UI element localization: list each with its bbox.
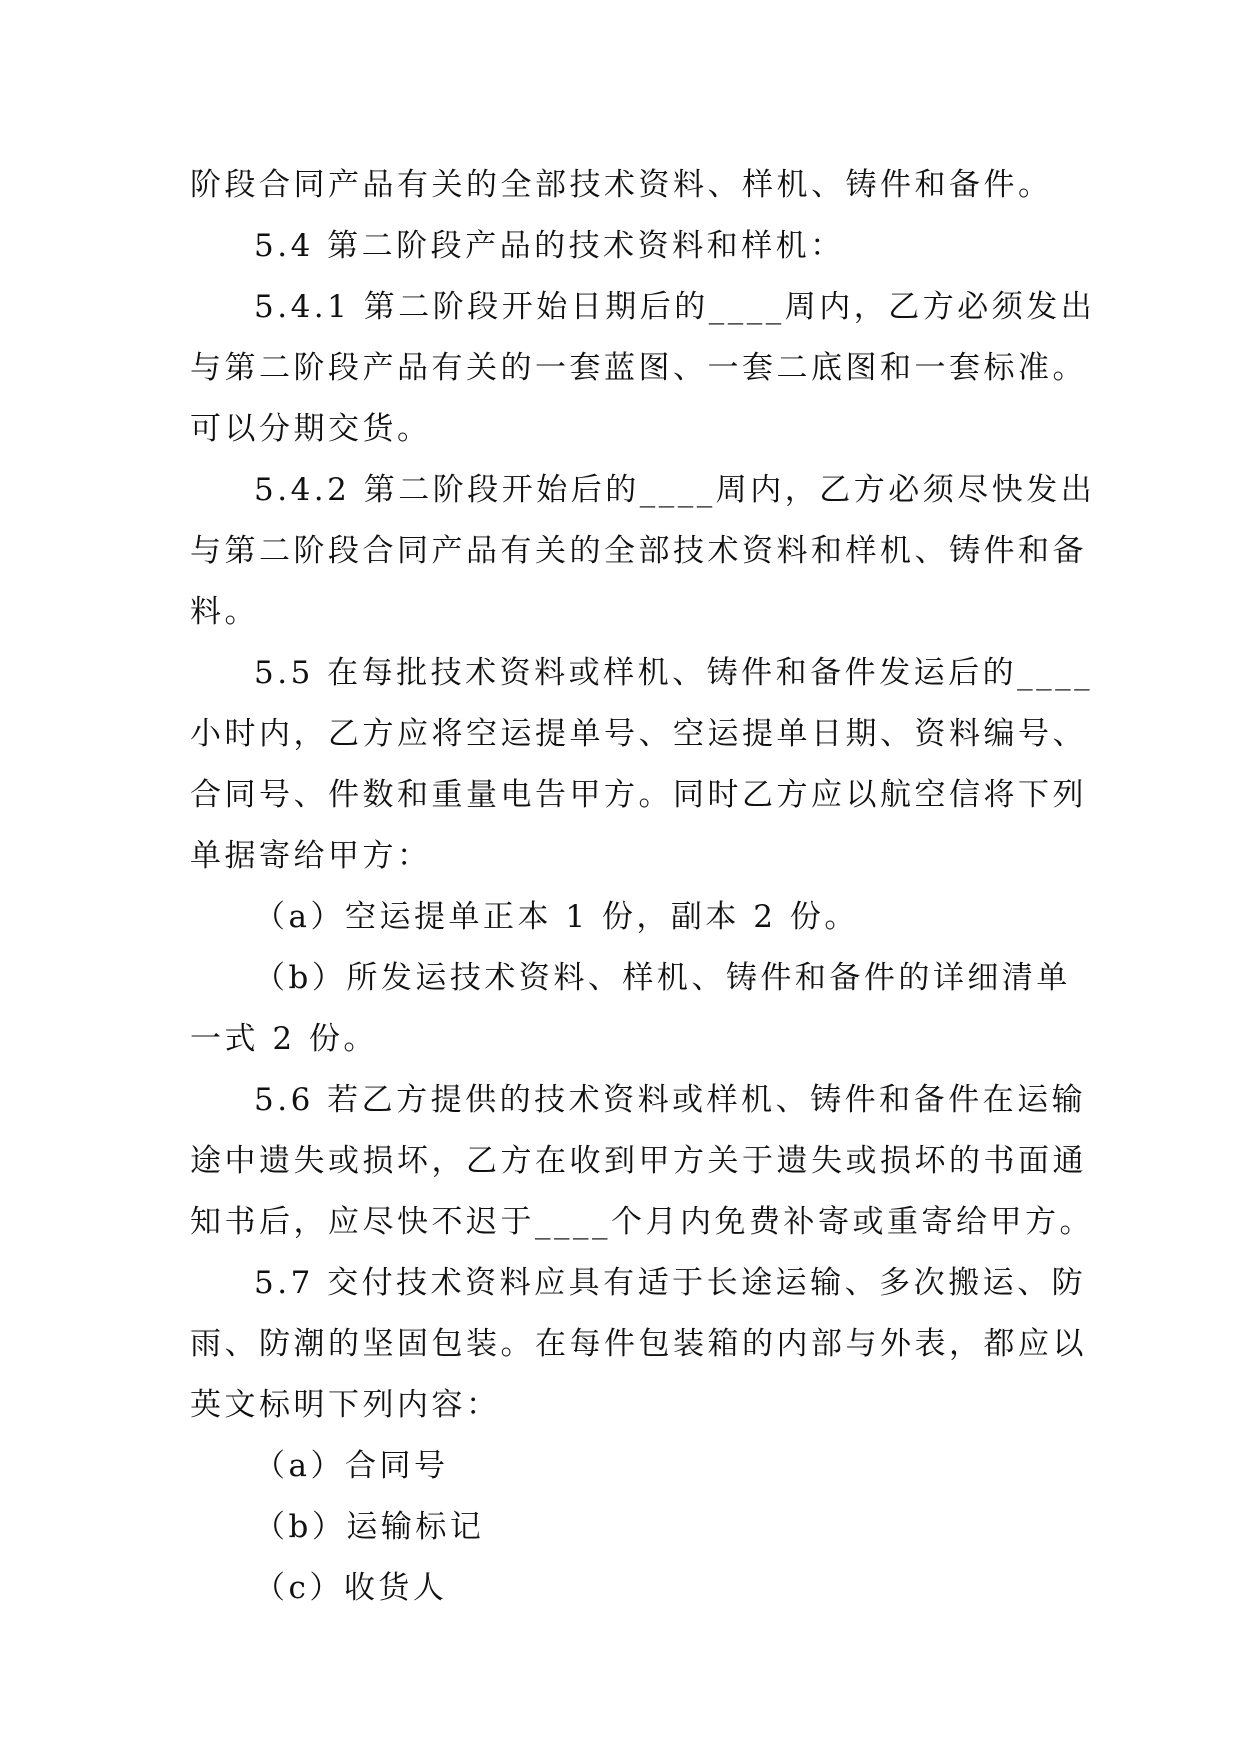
text-line: 5.4.2 第二阶段开始后的____周内，乙方必须尽快发出	[254, 472, 1096, 508]
text-line: 与第二阶段合同产品有关的全部技术资料和样机、铸件和备	[190, 533, 1087, 569]
text-line: 可以分期交货。	[190, 411, 432, 447]
text-line: （b）所发运技术资料、样机、铸件和备件的详细清单	[254, 960, 1071, 996]
text-line: （a）空运提单正本 1 份，副本 2 份。	[254, 899, 859, 935]
text-line: 合同号、件数和重量电告甲方。同时乙方应以航空信将下列	[190, 777, 1087, 813]
text-line: 阶段合同产品有关的全部技术资料、样机、铸件和备件。	[190, 167, 1053, 203]
text-line: 知书后，应尽快不迟于____个月内免费补寄或重寄给甲方。	[190, 1204, 1094, 1240]
text-line: 英文标明下列内容：	[190, 1387, 501, 1423]
text-line: 5.6 若乙方提供的技术资料或样机、铸件和备件在运输	[254, 1082, 1087, 1118]
text-line: 与第二阶段产品有关的一套蓝图、一套二底图和一套标准。	[190, 350, 1087, 386]
text-line: 5.5 在每批技术资料或样机、铸件和备件发运后的____	[254, 655, 1094, 691]
text-line: （a）合同号	[254, 1448, 449, 1484]
text-line: 途中遗失或损坏，乙方在收到甲方关于遗失或损坏的书面通	[190, 1143, 1087, 1179]
text-line: 料。	[190, 594, 259, 630]
text-line: 小时内，乙方应将空运提单号、空运提单日期、资料编号、	[190, 716, 1087, 752]
text-line: （b）运输标记	[254, 1509, 485, 1545]
text-line: 雨、防潮的坚固包装。在每件包装箱的内部与外表，都应以	[190, 1326, 1087, 1362]
text-line: 5.4 第二阶段产品的技术资料和样机：	[254, 228, 845, 264]
text-line: （c）收货人	[254, 1570, 448, 1606]
document-body	[190, 155, 1096, 1619]
text-line: 一式 2 份。	[190, 1021, 378, 1057]
text-line: 5.4.1 第二阶段开始日期后的____周内，乙方必须发出	[254, 289, 1096, 325]
text-line: 5.7 交付技术资料应具有适于长途运输、多次搬运、防	[254, 1265, 1087, 1301]
text-line: 单据寄给甲方：	[190, 838, 432, 874]
